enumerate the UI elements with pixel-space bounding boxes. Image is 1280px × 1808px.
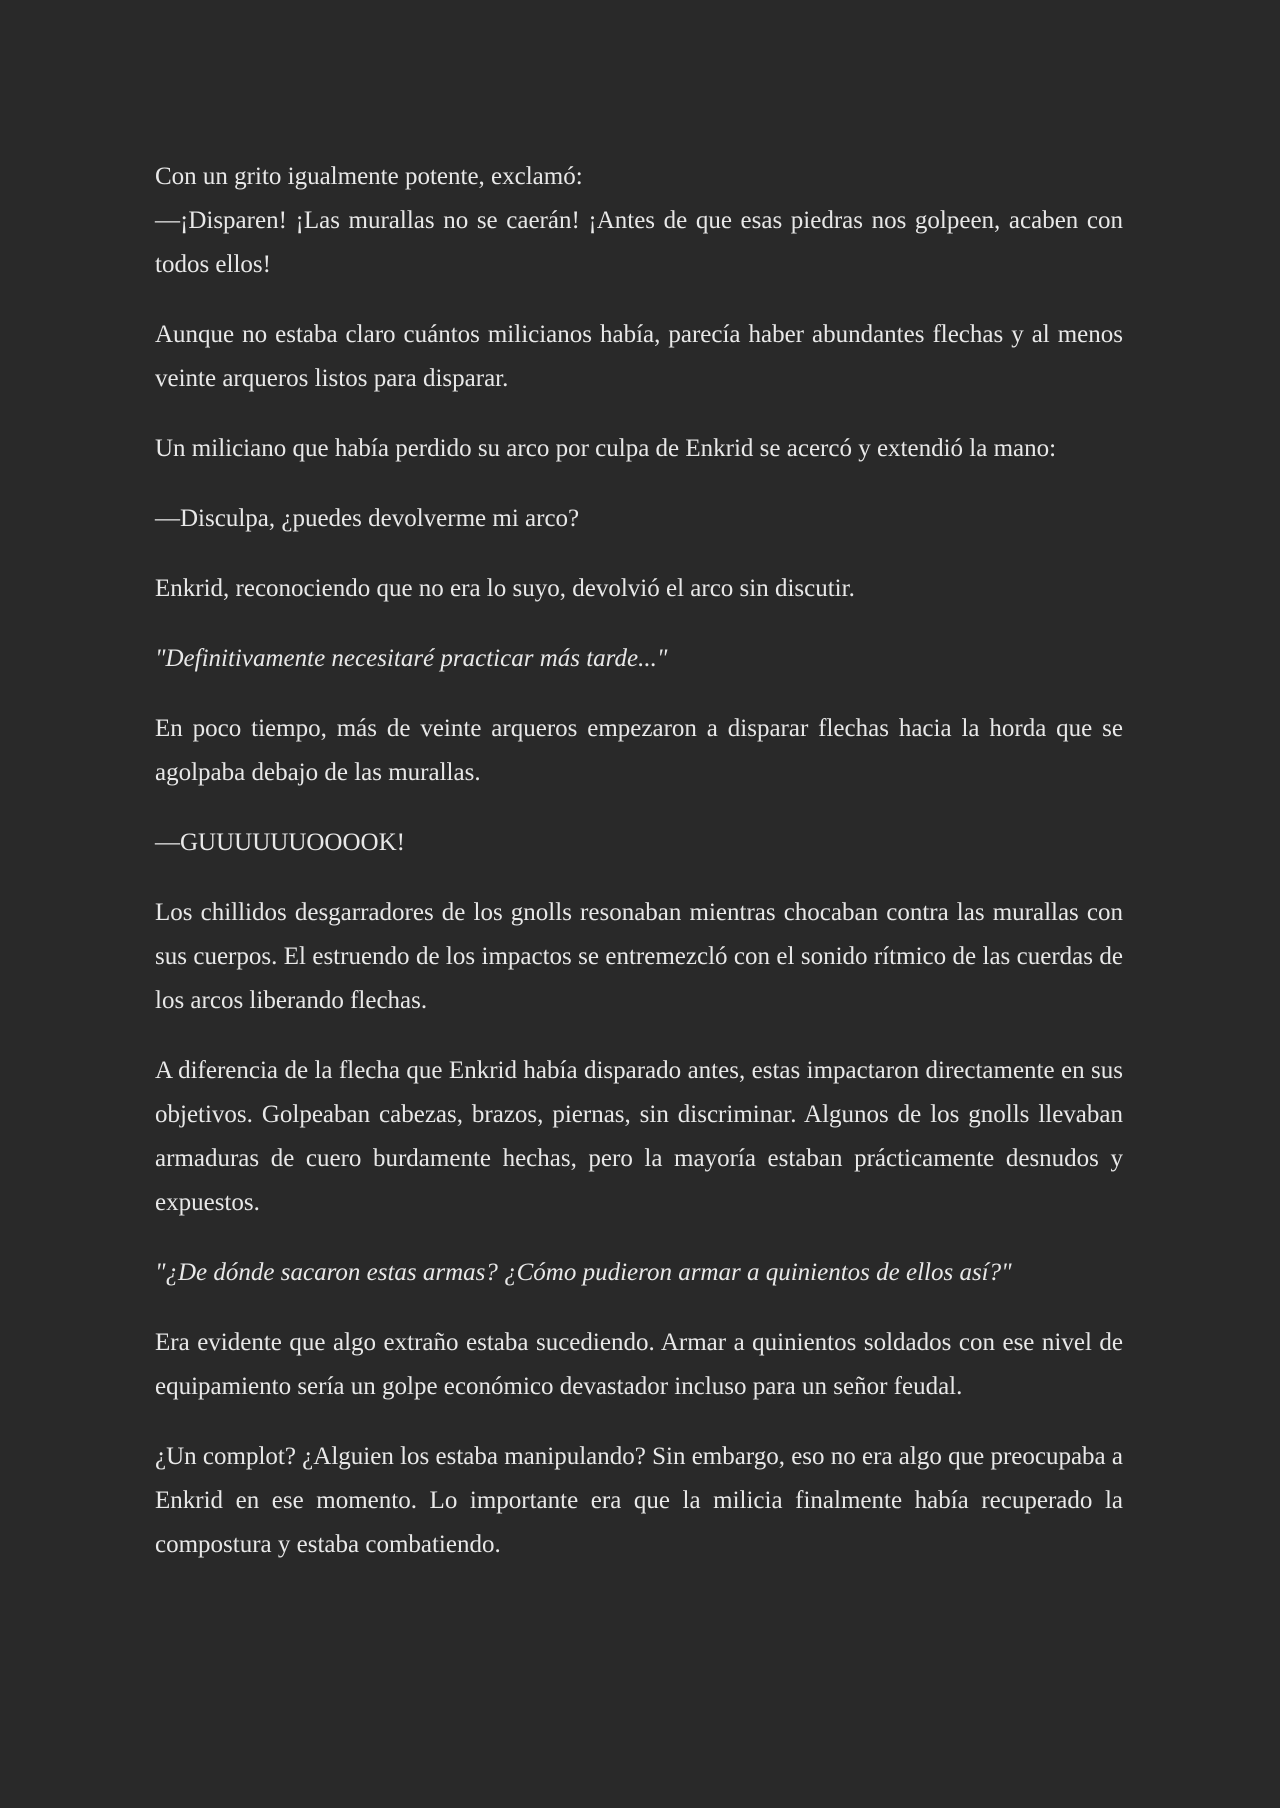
paragraph-5: —Disculpa, ¿puedes devolverme mi arco? <box>155 505 580 532</box>
paragraph-3: Aunque no estaba claro cuántos milicianos había, parecía haber abundantes flechas y al menos veinte arqueros listos para disparar. <box>155 321 1123 392</box>
thought-paragraph-2: "¿De dónde sacaron estas armas? ¿Cómo pudieron armar a quinientos de ellos así?" <box>155 1259 1012 1286</box>
paragraph-2: —¡Disparen! ¡Las murallas no se caerán! ¡Antes de que esas piedras nos golpeen, acaben con todos ellos! <box>155 207 1123 278</box>
paragraph-11: A diferencia de la flecha que Enkrid había disparado antes, estas impactaron directamente en sus objetivos. Golpeaban cabezas, brazos, piernas, sin discriminar. Algunos de los gnolls llevaban armaduras de cuero burdamente hechas, pero la mayoría estaban prácticamente desnudos y expuestos. <box>155 1057 1123 1216</box>
paragraph-13: Era evidente que algo extraño estaba sucediendo. Armar a quinientos soldados con ese nivel de equipamiento sería un golpe económico devastador incluso para un señor feudal. <box>155 1329 1123 1400</box>
chapter-text <box>155 155 1123 1593</box>
thought-paragraph-1: "Definitivamente necesitaré practicar más tarde..." <box>155 645 668 672</box>
paragraph-6: Enkrid, reconociendo que no era lo suyo, devolvió el arco sin discutir. <box>155 575 855 602</box>
paragraph-4: Un miliciano que había perdido su arco por culpa de Enkrid se acercó y extendió la mano: <box>155 435 1057 462</box>
paragraph-9: —GUUUUUUOOOOK! <box>155 829 405 856</box>
paragraph-1: Con un grito igualmente potente, exclamó: <box>155 163 583 190</box>
paragraph-10: Los chillidos desgarradores de los gnolls resonaban mientras chocaban contra las murallas con sus cuerpos. El estruendo de los impactos se entremezcló con el sonido rítmico de las cuerdas de los arcos liberando flechas. <box>155 899 1123 1014</box>
paragraph-14: ¿Un complot? ¿Alguien los estaba manipulando? Sin embargo, eso no era algo que preocupaba a Enkrid en ese momento. Lo importante era que la milicia finalmente había recuperado la compostura y estaba combatiendo. <box>155 1443 1123 1558</box>
paragraph-8: En poco tiempo, más de veinte arqueros empezaron a disparar flechas hacia la horda que se agolpaba debajo de las murallas. <box>155 715 1123 786</box>
